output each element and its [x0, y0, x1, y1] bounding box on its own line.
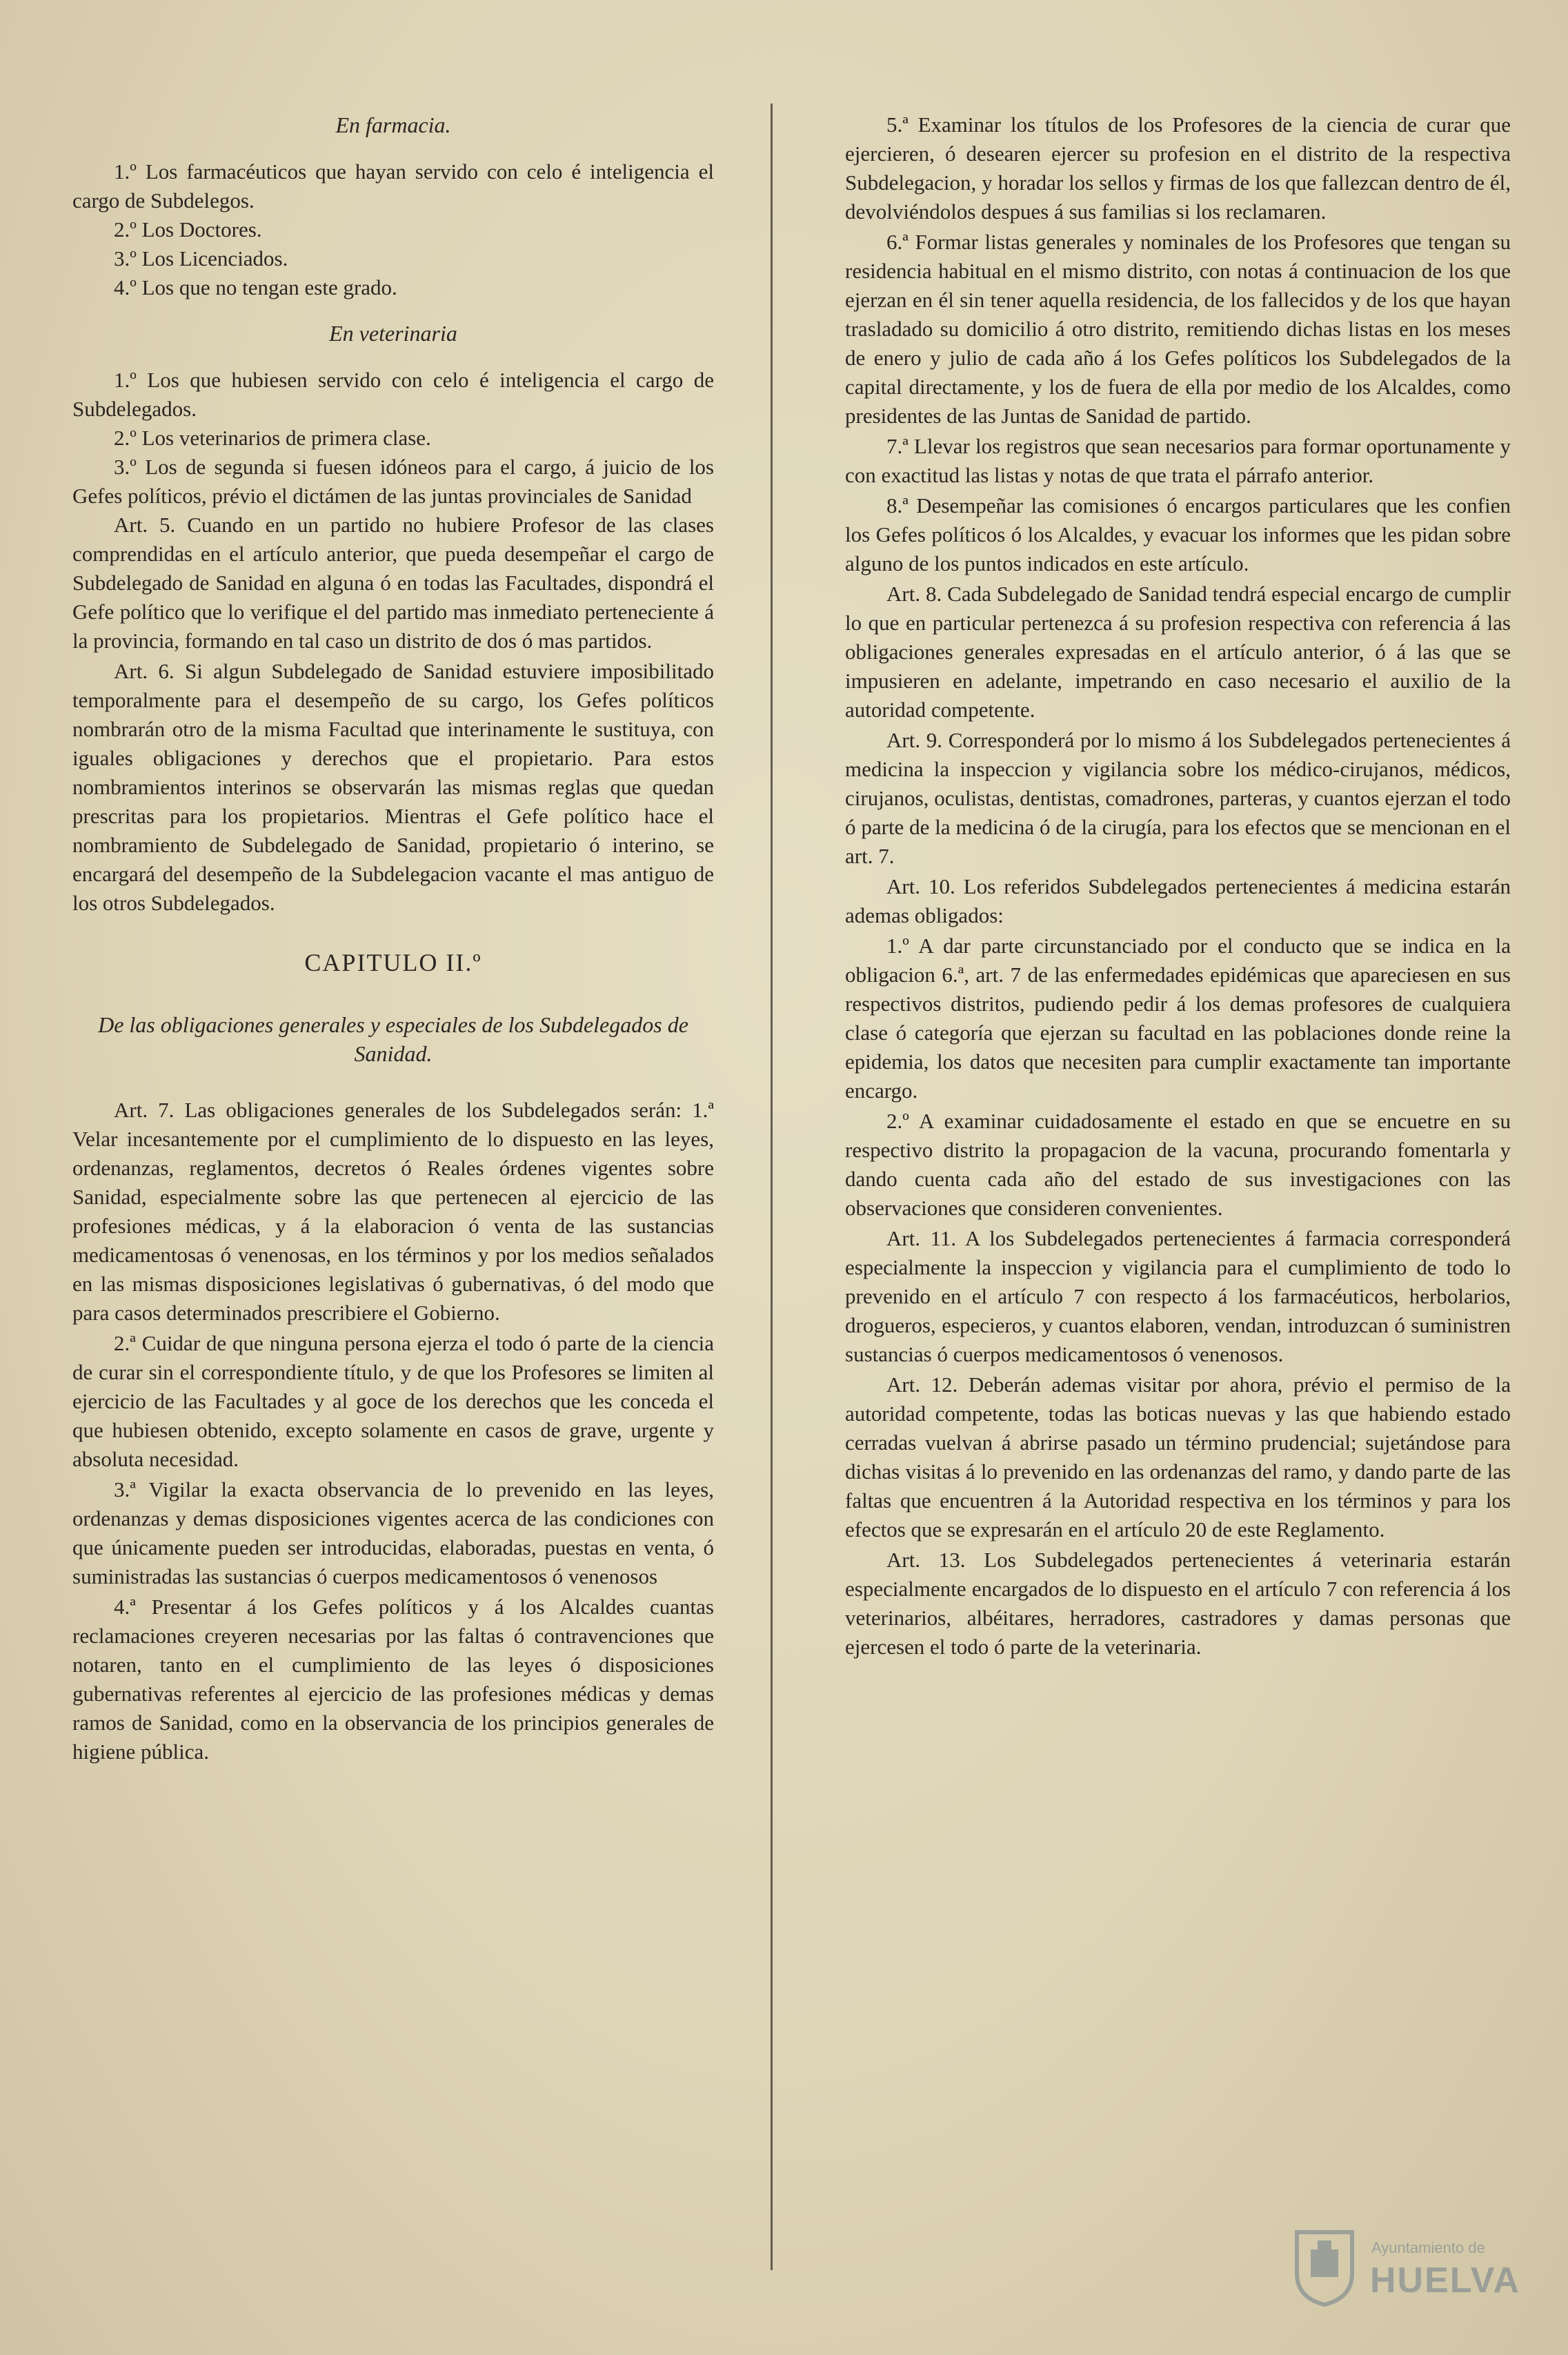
article-7: Art. 7. Las obligaciones generales de los Subdelegados serán: 1.ª Velar incesantemente por el cumplimiento de lo dispuesto en las leyes, ordenanzas, reglamentos, decretos ó Reales órdenes vigentes sobre Sanidad, especialmente sobre las que pertenecen al ejercicio de las profesiones médicas, y á la elaboracion ó venta de las sustancias medicamentosas ó venenosas, en los términos y por los medios señalados en las mismas disposiciones legislativas ó gubernativas, ó del modo que para casos determinados prescribiere el Gobierno. — [72, 1098, 714, 1325]
chapter-subtitle: De las obligaciones generales y especiales de los Subdelegados de Sanidad. — [98, 1012, 688, 1066]
article-7-item-8: 8.ª Desempeñar las comisiones ó encargos particulares que les confien los Gefes políticos ó los Alcaldes, y evacuar los informes que les pidan sobre alguno de los puntos indicados en este artículo. — [845, 493, 1511, 575]
article-6: Art. 6. Si algun Subdelegado de Sanidad estuviere imposibilitado temporalmente para el desempeño de su cargo, los Gefes políticos nombrarán otro de la misma Facultad que interinamente le sustituya, con iguales obligaciones y derechos que el propietario. Para estos nombramientos interinos se observarán las mismas reglas que quedan prescritas para los propietarios. Mientras el Gefe político hace el nombramiento de Subdelegado de Sanidad, propietario ó interino, se encargará del desempeño de la Subdelegacion vacante el mas antiguo de los otros Subdelegados. — [72, 659, 714, 915]
left-column — [72, 110, 714, 1768]
article-7-item-7: 7.ª Llevar los registros que sean necesarios para formar oportunamente y con exactitud las listas y notas de que trata el párrafo anterior. — [845, 434, 1511, 487]
heading-farmacia: En farmacia. — [335, 112, 451, 137]
article-10: Art. 10. Los referidos Subdelegados pertenecientes á medicina estarán ademas obligados: — [845, 874, 1511, 927]
city-shield-icon — [1290, 2225, 1359, 2308]
chapter-title: CAPITULO II.º — [304, 949, 482, 976]
veterinaria-item: 2.º Los veterinarios de primera clase. — [114, 426, 431, 450]
article-7-item-4: 4.ª Presentar á los Gefes políticos y á los Alcaldes cuantas reclamaciones creyeren necesarias por las faltas ó contravenciones que notaren, tanto en el cumplimiento de las leyes ó disposiciones gubernativas referentes al ejercicio de las profesiones médicas y demas ramos de Sanidad, como en la observancia de los principios generales de higiene pública. — [72, 1595, 714, 1764]
article-7-item-5: 5.ª Examinar los títulos de los Profesores de la ciencia de curar que ejercieren, ó desearen ejercer su profesion en el distrito de la respectiva Subdelegacion, y horadar los sellos y firmas de los que fallezcan dentro de él, devolviéndolos despues á sus familias si los reclamaren. — [845, 112, 1511, 224]
article-13: Art. 13. Los Subdelegados pertenecientes á veterinaria estarán especialmente encargados de lo dispuesto en el artículo 7 con referencia á los veterinarios, albéitares, herradores, castradores y damas personas que ejercesen el todo ó parte de la veterinaria. — [845, 1548, 1511, 1659]
column-divider — [771, 104, 773, 2270]
article-8: Art. 8. Cada Subdelegado de Sanidad tendrá especial encargo de cumplir lo que en particular pertenezca á su profesion respectiva con referencia á las obligaciones generales expresadas en el artículo anterior, ó á las que se impusieren en adelante, impetrando en caso necesario el auxilio de la autoridad competente. — [845, 582, 1511, 722]
veterinaria-item: 3.º Los de segunda si fuesen idóneos para el cargo, á juicio de los Gefes políticos, prévio el dictámen de las juntas provinciales de Sanidad — [72, 455, 714, 508]
article-7-item-6: 6.ª Formar listas generales y nominales de los Profesores que tengan su residencia habitual en el mismo distrito, con notas á continuacion de los que ejerzan en él sin tener aquella residencia, de los fallecidos y de los que hayan trasladado su domicilio á otro distrito, remitiendo dichas listas en los meses de enero y julio de cada año á los Gefes políticos los Subdelegados de la capital directamente, y los de fuera de ella por medio de los Alcaldes, como presidentes de las Juntas de Sanidad de partido. — [845, 230, 1511, 428]
veterinaria-item: 1.º Los que hubiesen servido con celo é inteligencia el cargo de Subdelegados. — [72, 368, 714, 421]
watermark-main-text: HUELVA — [1370, 2260, 1521, 2300]
article-5: Art. 5. Cuando en un partido no hubiere Profesor de las clases comprendidas en el artículo anterior, que pueda desempeñar el cargo de Subdelegado de Sanidad en alguna ó en todas las Facultades, dispondrá el Gefe político que lo verifique el del partido mas inmediato perteneciente á la provincia, formando en tal caso un distrito de dos ó mas partidos. — [72, 513, 714, 653]
right-column — [845, 110, 1511, 1663]
article-10-item-1: 1.º A dar parte circunstanciado por el conducto que se indica en la obligacion 6.ª, art. 7 de las enfermedades epidémicas que apareciesen en sus respectivos distritos, pudiendo pedir á los demas profesores de cualquiera clase ó categoría que ejerzan su facultad en las poblaciones donde reine la epidemia, los datos que necesiten para cumplir exactamente tan importante encargo. — [845, 934, 1511, 1103]
farmacia-item: 3.º Los Licenciados. — [114, 246, 288, 270]
huelva-watermark-logo — [1290, 2218, 1538, 2322]
farmacia-item: 4.º Los que no tengan este grado. — [114, 275, 397, 299]
watermark-top-text: Ayuntamiento de — [1371, 2239, 1485, 2256]
article-12: Art. 12. Deberán ademas visitar por ahora, prévio el permiso de la autoridad competente, todas las boticas nuevas y las que habiendo estado cerradas vuelvan á abrirse pasado un término prudencial; sujetándose para dichas visitas á lo prevenido en las ordenanzas del ramo, y dando parte de las faltas que encuentren á la Autoridad respectiva en los términos y para los efectos que se expresarán en el artículo 20 de este Reglamento. — [845, 1372, 1511, 1541]
article-7-item-2: 2.ª Cuidar de que ninguna persona ejerza el todo ó parte de la ciencia de curar sin el correspondiente título, y de que los Profesores se limiten al ejercicio de las Facultades y al goce de los derechos que les conceda el que hubiesen obtenido, excepto solamente en casos de grave, urgente y absoluta necesidad. — [72, 1331, 714, 1471]
farmacia-item: 1.º Los farmacéuticos que hayan servido con celo é inteligencia el cargo de Subdelegos. — [72, 159, 714, 213]
article-7-item-3: 3.ª Vigilar la exacta observancia de lo prevenido en las leyes, ordenanzas y demas disposiciones vigentes acerca de las condiciones con que únicamente pueden ser introducidas, elaboradas, puestas en venta, ó suministradas las sustancias ó cuerpos medicamentosos ó venenosos — [72, 1477, 714, 1588]
heading-veterinaria: En veterinaria — [329, 321, 457, 346]
article-10-item-2: 2.º A examinar cuidadosamente el estado en que se encuetre en su respectivo distrito la propagacion de la vacuna, procurando fomentarla y dando cuenta cada año del estado de sus investigaciones con las observaciones que consideren convenientes. — [845, 1109, 1511, 1220]
farmacia-item: 2.º Los Doctores. — [114, 217, 262, 242]
article-9: Art. 9. Corresponderá por lo mismo á los Subdelegados pertenecientes á medicina la inspeccion y vigilancia sobre los médico-cirujanos, médicos, cirujanos, oculistas, dentistas, comadrones, parteras, y cuantos ejerzan el todo ó parte de la medicina ó de la cirugía, para los efectos que se mencionan en el art. 7. — [845, 728, 1511, 868]
article-11: Art. 11. A los Subdelegados pertenecientes á farmacia corresponderá especialmente la inspeccion y vigilancia para el cumplimiento de todo lo prevenido en el artículo 7 con respecto á los farmacéuticos, herbolarios, drogueros, especieros, y cuantos elaboren, vendan, introduzcan ó suministren sustancias ó cuerpos medicamentosos ó venenosos. — [845, 1226, 1511, 1366]
